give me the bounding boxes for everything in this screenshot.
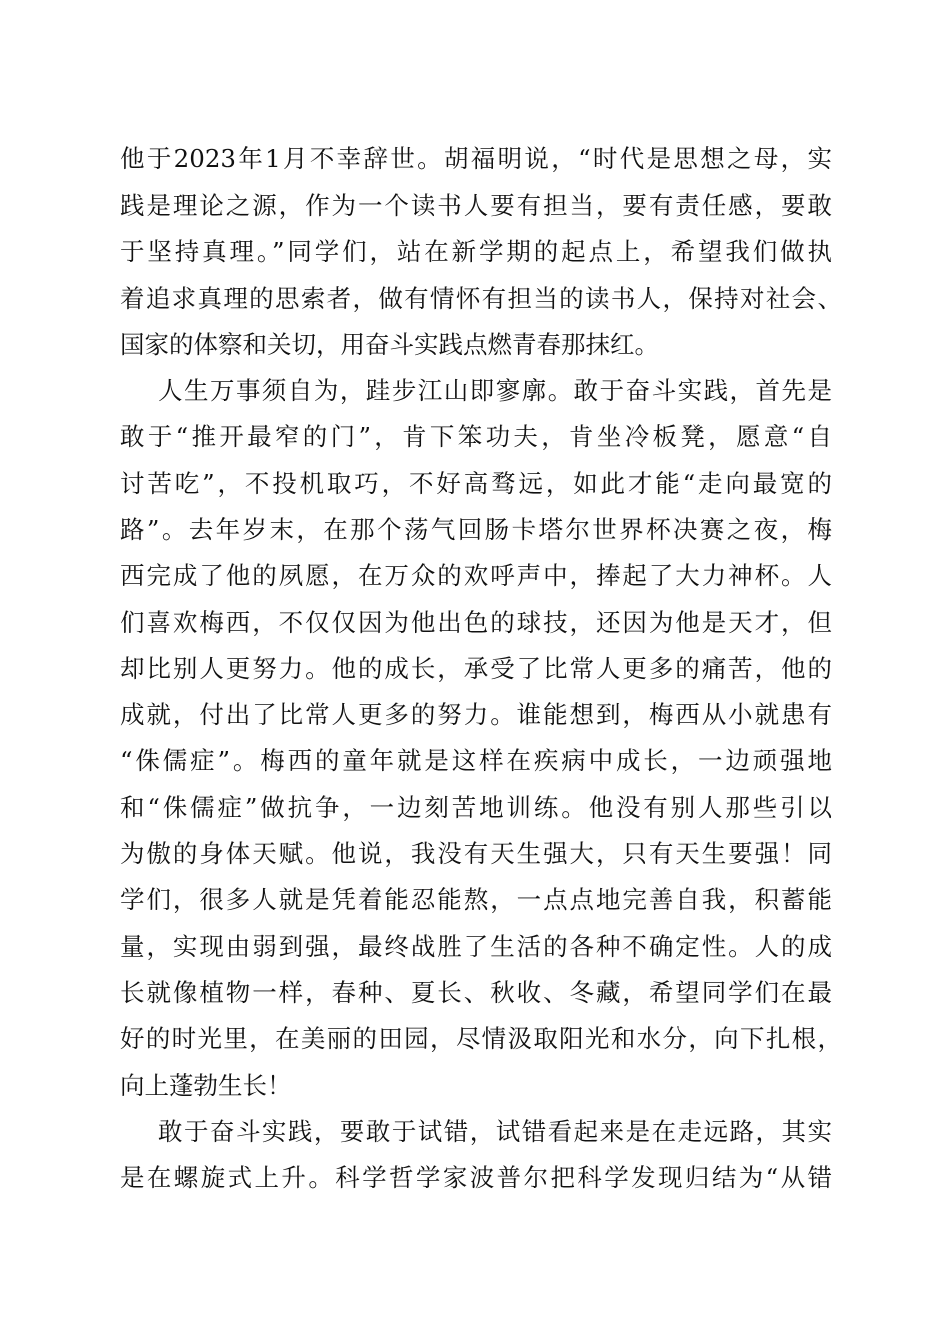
text-line: 是在螺旋式上升。科学哲学家波普尔把科学发现归结为“从错 [120,1163,832,1192]
text-line: 长就像植物一样，春种、夏长、秋收、冬藏，希望同学们在最 [120,978,832,1007]
paragraph-first-line: 敢于奋斗实践，要敢于试错，试错看起来是在走远路，其实 [158,1117,832,1146]
text-line: 学们，很多人就是凭着能忍能熬，一点点地完善自我，积蓄能 [120,885,832,914]
text-line: 于坚持真理。”同学们，站在新学期的起点上，希望我们做执 [120,237,832,266]
text-line: 着追求真理的思索者，做有情怀有担当的读书人，保持对社会、 [120,284,842,313]
text-line: 国家的体察和关切，用奋斗实践点燃青春那抹红。 [120,330,659,359]
text-line: “侏儒症”。梅西的童年就是这样在疾病中成长，一边顽强地 [120,746,832,775]
text-line: 量，实现由弱到强，最终战胜了生活的各种不确定性。人的成 [120,932,832,961]
text-line: 成就，付出了比常人更多的努力。谁能想到，梅西从小就患有 [120,700,832,729]
text-line: 西完成了他的夙愿，在万众的欢呼声中，捧起了大力神杯。人 [120,561,832,590]
text-line: 他于2023年1月不幸辞世。胡福明说，“时代是思想之母，实 [120,144,832,173]
text-line: 为傲的身体天赋。他说，我没有天生强大，只有天生要强！同 [120,839,832,868]
text-line: 践是理论之源，作为一个读书人要有担当，要有责任感，要敢 [120,191,832,220]
text-line: 好的时光里，在美丽的田园，尽情汲取阳光和水分，向下扎根， [120,1024,842,1053]
text-line: 敢于“推开最窄的门”，肯下笨功夫，肯坐冷板凳，愿意“自 [120,422,832,451]
text-line: 讨苦吃”，不投机取巧，不好高骛远，如此才能“走向最宽的 [120,469,832,498]
paragraph-first-line: 人生万事须自为，跬步江山即寥廓。敢于奋斗实践，首先是 [158,376,832,405]
text-line: 和“侏儒症”做抗争，一边刻苦地训练。他没有别人那些引以 [120,793,832,822]
text-line: 向上蓬勃生长！ [120,1071,292,1100]
text-line: 却比别人更努力。他的成长，承受了比常人更多的痛苦，他的 [120,654,832,683]
text-line: 路”。去年岁末，在那个荡气回肠卡塔尔世界杯决赛之夜，梅 [120,515,832,544]
text-line: 们喜欢梅西，不仅仅因为他出色的球技，还因为他是天才，但 [120,608,832,637]
